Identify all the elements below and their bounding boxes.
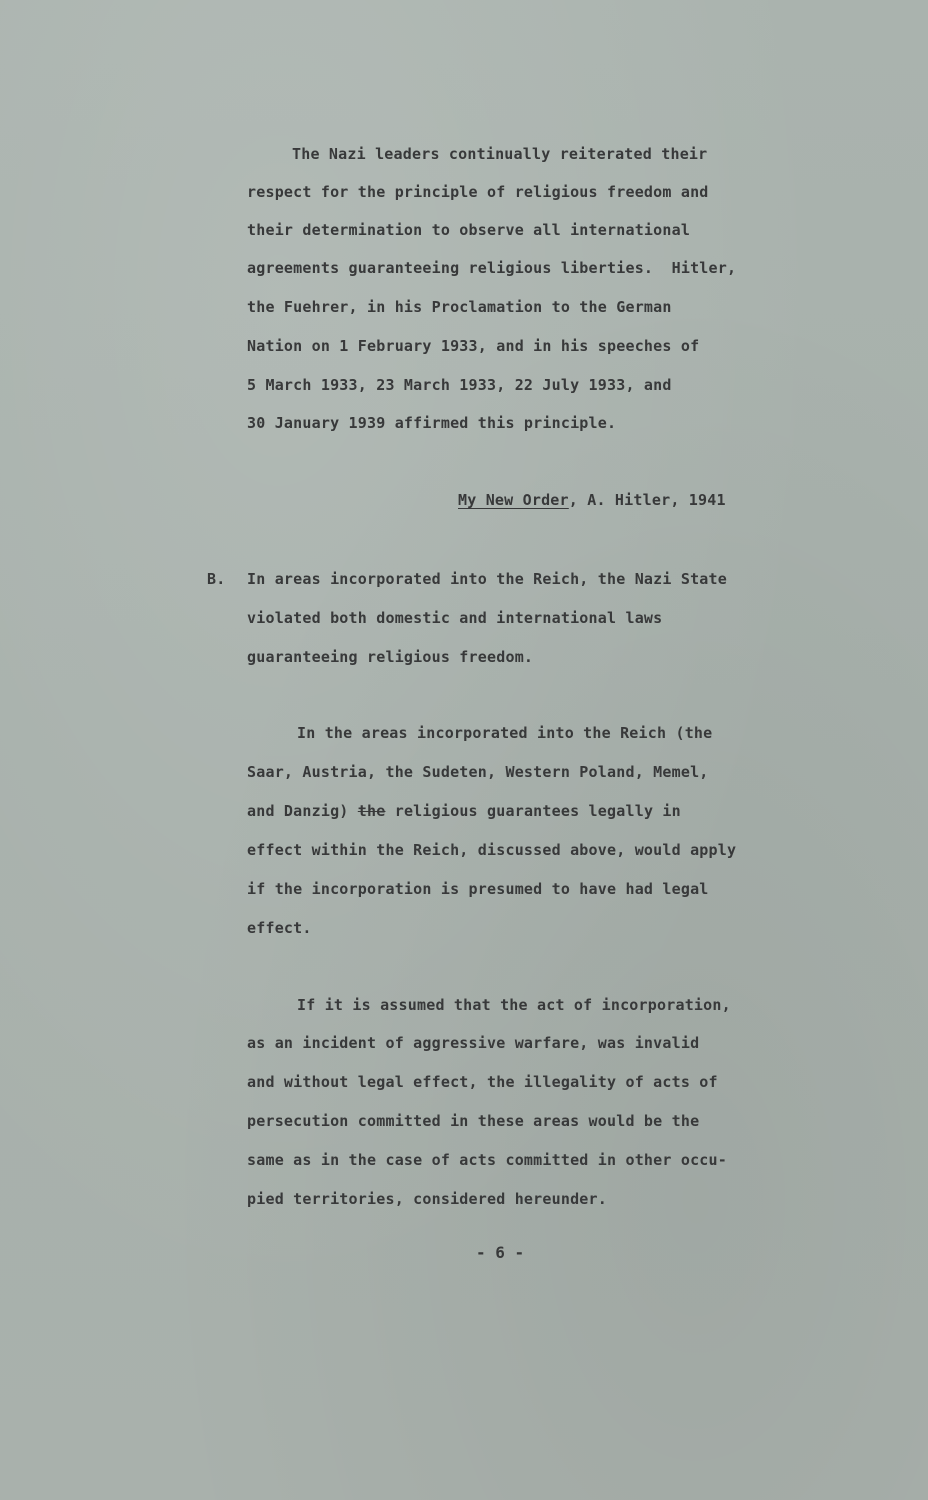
paragraph2-line3-start: and Danzig): [247, 802, 358, 820]
paragraph2-line3: [247, 801, 681, 821]
paragraph3-line2: as an incident of aggressive warfare, was invalid: [247, 1034, 700, 1052]
page-number: - 6 -: [476, 1243, 525, 1262]
paragraph1-line1: The Nazi leaders continually reiterated their: [292, 145, 708, 163]
struck-word: the: [357, 802, 386, 820]
paragraph1-line8: 30 January 1939 affirmed this principle.: [247, 414, 617, 432]
paragraph1-line2: respect for the principle of religious freedom and: [247, 183, 709, 201]
paragraph2-line5: if the incorporation is presumed to have had legal: [247, 880, 709, 898]
paragraph3-line3: and without legal effect, the illegality of acts of: [247, 1073, 718, 1091]
section-b-marker: B.: [207, 570, 226, 588]
citation-rest: , A. Hitler, 1941: [568, 491, 726, 509]
paragraph1-line5: the Fuehrer, in his Proclamation to the German: [247, 298, 672, 316]
paragraph1-line3: their determination to observe all international: [247, 221, 691, 239]
section-b-line1: In areas incorporated into the Reich, the Nazi State: [247, 570, 727, 588]
paragraph3-line5: same as in the case of acts committed in other occu-: [247, 1151, 727, 1169]
paragraph2-line1: In the areas incorporated into the Reich (the: [297, 724, 713, 742]
paragraph3-line4: persecution committed in these areas would be the: [247, 1112, 700, 1130]
citation-title: My New Order: [458, 491, 569, 509]
paragraph1-line7: 5 March 1933, 23 March 1933, 22 July 1933, and: [247, 376, 672, 394]
paragraph3-line1: If it is assumed that the act of incorporation,: [297, 996, 731, 1014]
paragraph1-line6: Nation on 1 February 1933, and in his speeches of: [247, 337, 700, 355]
section-b-line2: violated both domestic and international laws: [247, 609, 663, 627]
paragraph1-line4: agreements guaranteeing religious liberties. Hitler,: [247, 259, 737, 277]
paragraph2-line4: effect within the Reich, discussed above, would apply: [247, 841, 737, 859]
paragraph2-line3-end: religious guarantees legally in: [385, 802, 681, 820]
paragraph3-line6: pied territories, considered hereunder.: [247, 1190, 607, 1208]
paragraph2-line6: effect.: [247, 919, 312, 937]
section-b-line3: guaranteeing religious freedom.: [247, 648, 534, 666]
citation: [458, 490, 726, 510]
paragraph2-line2: Saar, Austria, the Sudeten, Western Poland, Memel,: [247, 763, 709, 781]
